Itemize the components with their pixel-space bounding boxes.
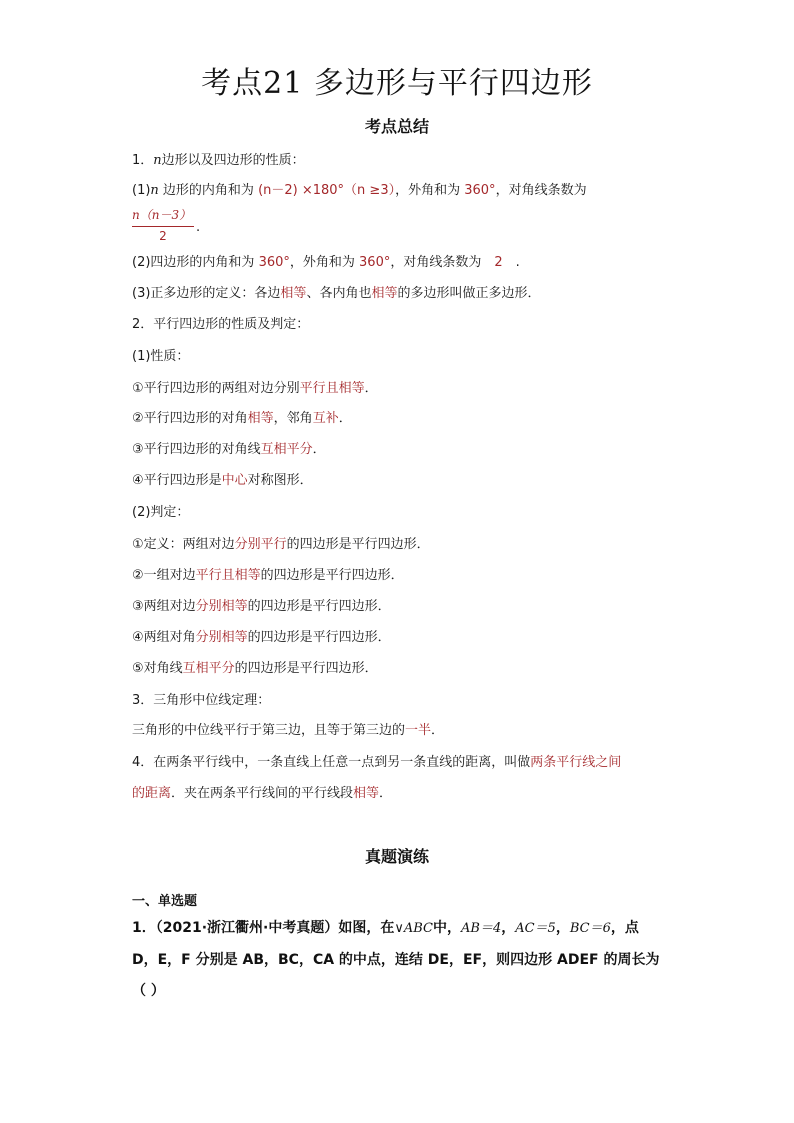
fraction-denominator: 2 bbox=[159, 229, 167, 243]
regular-polygon-definition bbox=[132, 285, 540, 303]
exterior-angle-sum: 360° bbox=[464, 183, 496, 198]
judgement-item-4 bbox=[132, 629, 391, 647]
highlight: 相等 bbox=[371, 286, 398, 301]
text: (3)正多边形的定义：各边 bbox=[132, 286, 281, 301]
text: 1．（2021·浙江衢州·中考真题）如图，在 bbox=[132, 920, 395, 936]
text: ， bbox=[555, 920, 570, 936]
text: 的四边形是平行四边形． bbox=[286, 537, 430, 552]
text: ①平行四边形的两组对边分别 bbox=[132, 381, 300, 396]
highlight: 平行且相等 bbox=[299, 381, 365, 396]
section-1-heading bbox=[132, 152, 305, 170]
highlight: 一半 bbox=[405, 723, 432, 738]
text: ． bbox=[312, 442, 326, 457]
text: ． bbox=[338, 411, 352, 426]
diagonal-count: 2 bbox=[494, 255, 503, 270]
highlight: 两条平行线之间 bbox=[530, 755, 622, 770]
math-bc: BC＝6 bbox=[569, 921, 611, 936]
text: ②平行四边形的对角 bbox=[132, 411, 248, 426]
text: ．夹在两条平行线间的平行线段 bbox=[171, 786, 354, 801]
math-ab: AB＝4 bbox=[461, 921, 502, 936]
single-choice-heading: 一、单选题 bbox=[132, 894, 198, 909]
judgement-item-1 bbox=[132, 536, 430, 554]
property-item-3 bbox=[132, 441, 326, 459]
highlight: 中心 bbox=[221, 473, 248, 488]
properties-heading: (1)性质： bbox=[132, 349, 190, 364]
polygon-angle-sum bbox=[132, 182, 587, 200]
text: ， bbox=[501, 920, 516, 936]
section-4-line-2 bbox=[132, 785, 392, 803]
text: 的四边形是平行四边形． bbox=[247, 630, 391, 645]
fraction-numerator: n（n－3） bbox=[132, 206, 194, 227]
judgement-heading: (2)判定： bbox=[132, 505, 190, 520]
text: ，外角和为 bbox=[289, 255, 360, 270]
text: ，邻角 bbox=[273, 411, 313, 426]
text: ． bbox=[364, 381, 378, 396]
section-3-heading: 3．三角形中位线定理： bbox=[132, 693, 271, 708]
fraction-period: . bbox=[196, 220, 201, 235]
text: 4．在两条平行线中，一条直线上任意一点到另一条直线的距离，叫做 bbox=[132, 755, 531, 770]
text: 边形的内角和为 bbox=[158, 183, 259, 198]
variable-n: n bbox=[153, 153, 162, 168]
text: ④两组对角 bbox=[132, 630, 196, 645]
judgement-item-5 bbox=[132, 660, 378, 678]
judgement-item-3 bbox=[132, 598, 391, 616]
section-number: 1． bbox=[132, 153, 154, 168]
property-item-1 bbox=[132, 380, 378, 398]
summary-heading: 考点总结 bbox=[364, 117, 429, 136]
text: 的四边形是平行四边形． bbox=[234, 661, 378, 676]
text: (2)四边形的内角和为 bbox=[132, 255, 259, 270]
highlight: 分别相等 bbox=[195, 599, 248, 614]
text: 的四边形是平行四边形． bbox=[247, 599, 391, 614]
judgement-item-2 bbox=[132, 567, 404, 585]
highlight: 分别相等 bbox=[195, 630, 248, 645]
highlight: 分别平行 bbox=[234, 537, 287, 552]
highlight: 相等 bbox=[247, 411, 274, 426]
interior-angle-formula: (n－2) ×180°（n ≥3） bbox=[258, 183, 396, 198]
math-ac: AC＝5 bbox=[515, 921, 556, 936]
text: ，对角线条数为 bbox=[495, 183, 587, 198]
highlight: 互相平分 bbox=[260, 442, 313, 457]
page-title: 考点21 多边形与平行四边形 bbox=[201, 66, 593, 101]
highlight: 相等 bbox=[280, 286, 307, 301]
item-label: (1) bbox=[132, 183, 151, 198]
question-1-line-3: （ ） bbox=[132, 983, 165, 999]
quadrilateral-angle-sum bbox=[132, 254, 520, 272]
text: 、各内角也 bbox=[306, 286, 372, 301]
highlight: 互相平分 bbox=[182, 661, 235, 676]
text: ，点 bbox=[610, 920, 639, 936]
highlight: 相等 bbox=[353, 786, 380, 801]
text: 的多边形叫做正多边形． bbox=[397, 286, 541, 301]
diagonal-count-fraction bbox=[132, 206, 194, 243]
section-4-line-1 bbox=[132, 754, 621, 772]
midline-theorem bbox=[132, 722, 444, 740]
question-1-line-1 bbox=[132, 918, 639, 939]
interior-angle-sum: 360° bbox=[258, 255, 290, 270]
property-item-4 bbox=[132, 472, 313, 490]
text: ，外角和为 bbox=[395, 183, 465, 198]
property-item-2 bbox=[132, 410, 352, 428]
text: 中， bbox=[433, 920, 461, 936]
text: 对称图形． bbox=[247, 473, 313, 488]
text: ①定义：两组对边 bbox=[132, 537, 235, 552]
text: ，对角线条数为 bbox=[390, 255, 495, 270]
text: ⑤对角线 bbox=[132, 661, 183, 676]
text: ③两组对边 bbox=[132, 599, 196, 614]
section-text: 边形以及四边形的性质： bbox=[161, 153, 305, 168]
text: 的四边形是平行四边形． bbox=[260, 568, 404, 583]
highlight: 平行且相等 bbox=[195, 568, 261, 583]
text: ②一组对边 bbox=[132, 568, 196, 583]
exercise-heading: 真题演练 bbox=[364, 847, 429, 866]
highlight: 互补 bbox=[312, 411, 339, 426]
text: ． bbox=[379, 786, 393, 801]
variable-n: n bbox=[150, 183, 159, 198]
text: 三角形的中位线平行于第三边，且等于第三边的 bbox=[132, 723, 406, 738]
section-2-heading: 2．平行四边形的性质及判定： bbox=[132, 317, 310, 332]
text: . bbox=[502, 255, 520, 270]
text: ④平行四边形是 bbox=[132, 473, 222, 488]
text: ③平行四边形的对角线 bbox=[132, 442, 261, 457]
text: ． bbox=[431, 723, 445, 738]
highlight: 的距离 bbox=[132, 786, 172, 801]
triangle-abc: ∨ABC bbox=[394, 921, 433, 936]
question-1-line-2: D，E，F 分别是 AB，BC，CA 的中点，连结 DE，EF，则四边形 ADEF 的周长为 bbox=[132, 952, 660, 968]
exterior-angle-sum: 360° bbox=[359, 255, 391, 270]
